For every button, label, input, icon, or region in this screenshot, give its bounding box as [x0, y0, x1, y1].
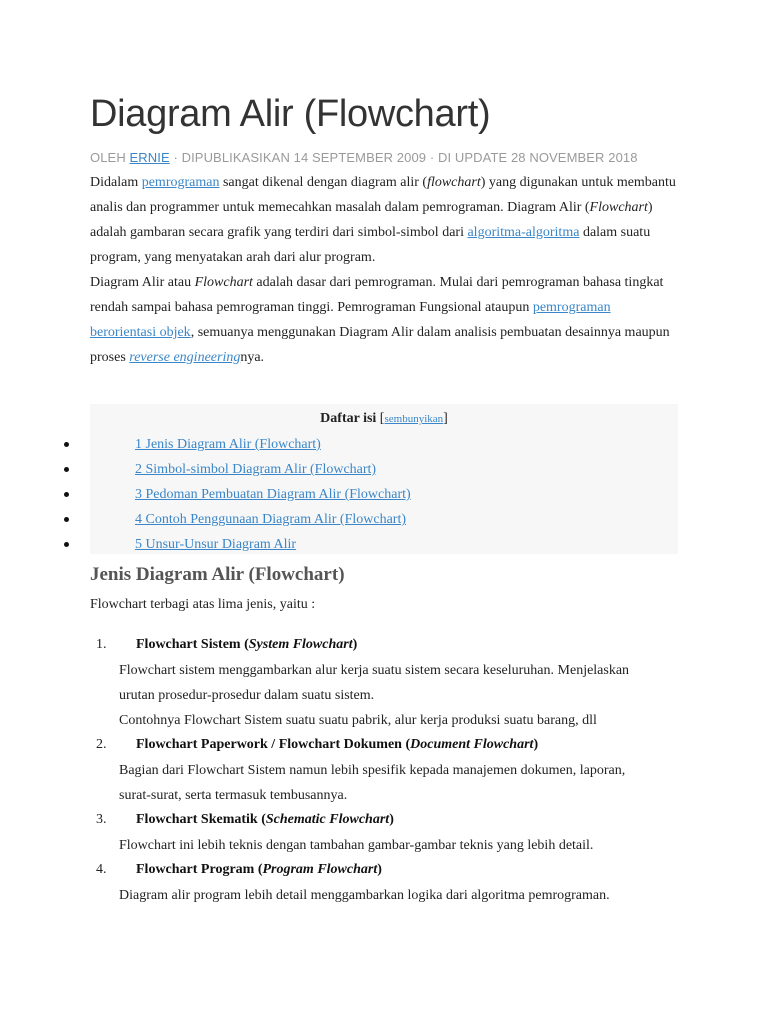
table-of-contents: [90, 404, 678, 554]
bullet-icon: [64, 542, 69, 547]
intro-paragraph-2: Diagram Alir atau Flowchart adalah dasar dari pemrograman. Mulai dari pemrograman bahasa tingkat rendah sampai bahasa pemrograman tinggi. Pemrograman Fungsional ataupun pemrograman berorientasi objek, semuanya menggunakan Diagram Alir dalam analisis pembuatan desainnya maupun proses reverse engineeringnya.: [90, 275, 670, 365]
toc-link-2[interactable]: 2 Simbol-simbol Diagram Alir (Flowchart): [135, 462, 377, 477]
toc-link-4[interactable]: 4 Contoh Penggunaan Diagram Alir (Flowchart): [135, 512, 407, 527]
bullet-icon: [64, 442, 69, 447]
toc-header: Daftar isi [sembunyikan]: [320, 411, 448, 426]
author-link[interactable]: ERNIE: [129, 150, 170, 165]
section-intro: Flowchart terbagi atas lima jenis, yaitu :: [90, 597, 316, 612]
item-title: Flowchart Sistem (System Flowchart): [136, 637, 358, 652]
item-description: Bagian dari Flowchart Sistem namun lebih spesifik kepada manajemen dokumen, laporan, surat-surat, serta termasuk tembusannya.: [119, 763, 626, 803]
intro-paragraph-1: Didalam pemrograman sangat dikenal dengan diagram alir (flowchart) yang digunakan untuk membantu analis dan programmer untuk memecahkan masalah dalam pemrograman. Diagram Alir (Flowchart) adalah gambaran secara grafik yang terdiri dari simbol-simbol dari algoritma-algoritma dalam suatu program, yang menyatakan arah dari alur program.: [90, 175, 676, 265]
item-title: Flowchart Paperwork / Flowchart Dokumen (Document Flowchart): [136, 737, 539, 752]
algoritma-link[interactable]: algoritma-algoritma: [467, 225, 580, 240]
bullet-icon: [64, 517, 69, 522]
item-number: 4.: [96, 862, 107, 877]
item-number: 3.: [96, 812, 107, 827]
item-title: Flowchart Skematik (Schematic Flowchart): [136, 812, 394, 827]
item-title: Flowchart Program (Program Flowchart): [136, 862, 382, 877]
item-description: Flowchart sistem menggambarkan alur kerja suatu sistem secara keseluruhan. Menjelaskan urutan prosedur-prosedur dalam suatu sistem. Contohnya Flowchart Sistem suatu suatu pabrik, alur kerja produksi suatu barang, dll: [119, 663, 630, 728]
bullet-icon: [64, 492, 69, 497]
oop-link[interactable]: pemrograman berorientasi objek: [90, 300, 611, 340]
meta-dates: · DIPUBLIKASIKAN 14 SEPTEMBER 2009 · DI UPDATE 28 NOVEMBER 2018: [169, 150, 638, 165]
page-title: Diagram Alir (Flowchart): [90, 93, 491, 135]
item-description: Diagram alir program lebih detail menggambarkan logika dari algoritma pemrograman.: [119, 888, 610, 903]
item-description: Flowchart ini lebih teknis dengan tambahan gambar-gambar teknis yang lebih detail.: [119, 838, 594, 853]
toc-link-5[interactable]: 5 Unsur-Unsur Diagram Alir: [135, 537, 297, 552]
toc-link-1[interactable]: 1 Jenis Diagram Alir (Flowchart): [135, 437, 321, 452]
item-number: 2.: [96, 737, 107, 752]
pemrograman-link[interactable]: pemrograman: [141, 175, 220, 190]
reverse-engineering-link[interactable]: reverse engineering: [129, 350, 241, 365]
intro-text: [90, 170, 680, 370]
toc-link-3[interactable]: 3 Pedoman Pembuatan Diagram Alir (Flowchart): [135, 487, 411, 502]
section-heading: Jenis Diagram Alir (Flowchart): [90, 564, 345, 585]
item-number: 1.: [96, 637, 107, 652]
meta-by-label: OLEH: [90, 150, 130, 165]
bullet-icon: [64, 467, 69, 472]
toc-toggle-link[interactable]: sembunyikan: [384, 413, 444, 425]
post-meta: [90, 150, 638, 165]
toc-heading: Daftar isi: [320, 411, 377, 426]
